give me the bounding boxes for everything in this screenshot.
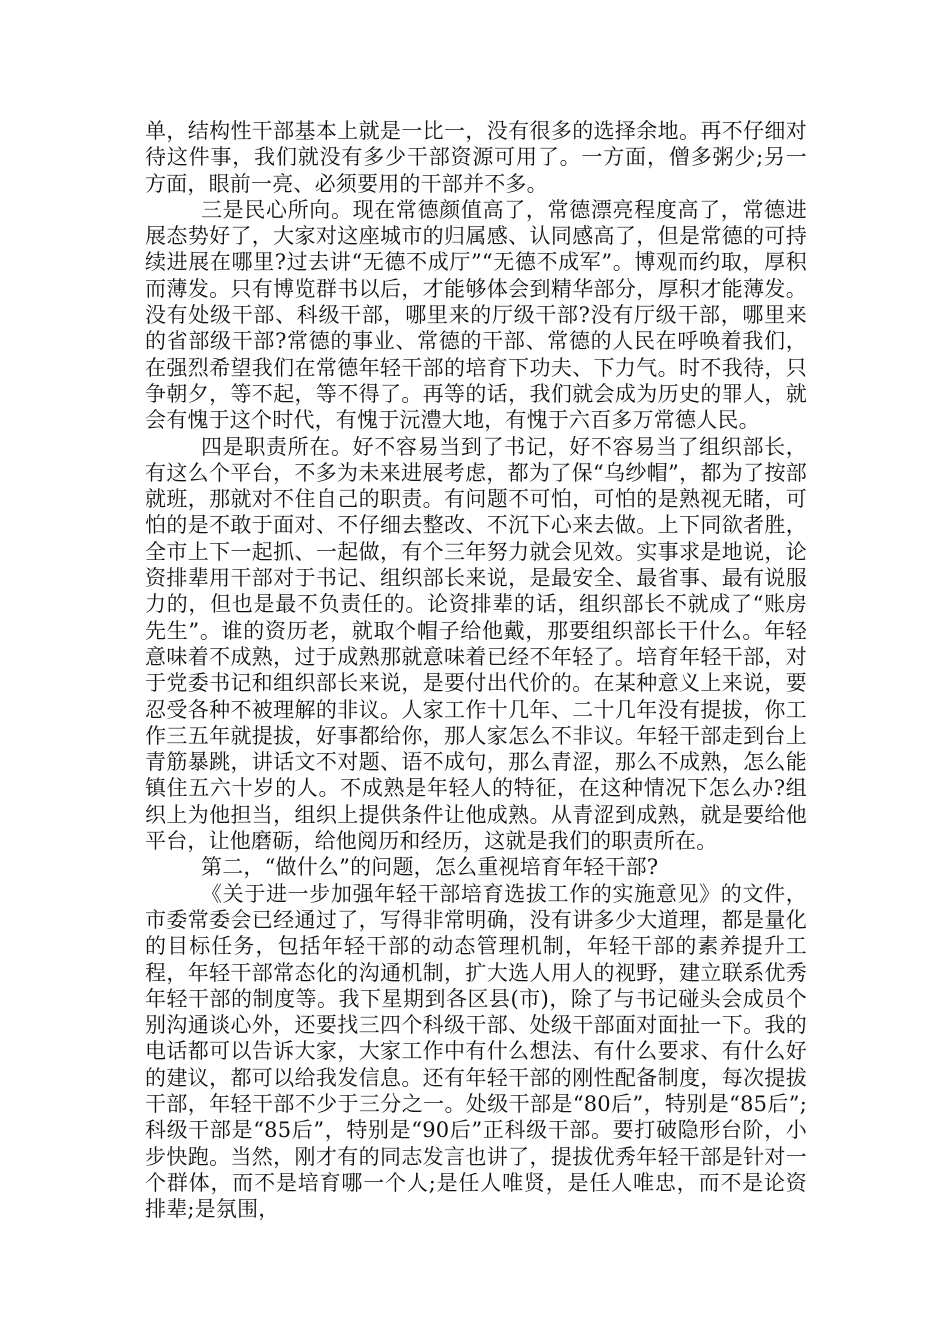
paragraph-point-three: 三是民心所向。现在常德颜值高了，常德漂亮程度高了，常德进展态势好了，大家对这座城市的归属感、认同感高了，但是常德的可持续进展在哪里?过去讲“无德不成厅”“无德不成军”。博观而约取，厚积而薄发。只有博览群书以后，才能够体会到精华部分，厚积才能薄发。没有处级干部、科级干部，哪里来的厅级干部?没有厅级干部，哪里来的省部级干部?常德的事业、常德的干部、常德的人民在呼唤着我们，在强烈希望我们在常德年轻干部的培育下功夫、下力气。时不我待，只争朝夕，等不起，等不得了。再等的话，我们就会成为历史的罪人，就会有愧于这个时代，有愧于沅澧大地，有愧于六百多万常德人民。 (145, 197, 807, 433)
paragraph-implementation: 《关于进一步加强年轻干部培育选拔工作的实施意见》的文件，市委常委会已经通过了，写得非常明确，没有讲多少大道理，都是量化的目标任务，包括年轻干部的动态管理机制，年轻干部的素养提升工程，年轻干部常态化的沟通机制，扩大选人用人的视野，建立联系优秀年轻干部的制度等。我下星期到各区县(市)，除了与书记碰头会成员个别沟通谈心外，还要找三四个科级干部、处级干部面对面扯一下。我的电话都可以告诉大家，大家工作中有什么想法、有什么要求、有什么好的建议，都可以给我发信息。还有年轻干部的刚性配备制度，每次提拔干部，年轻干部不少于三分之一。处级干部是“80后”，特别是“85后”;科级干部是“85后”，特别是“90后”正科级干部。要打破隐形台阶，小步快跑。当然，刚才有的同志发言也讲了，提拔优秀年轻干部是针对一个群体，而不是培育哪一个人;是任人唯贤，是任人唯忠，而不是论资排辈;是氛围， (145, 881, 807, 1222)
paragraph-point-four: 四是职责所在。好不容易当到了书记，好不容易当了组织部长，有这么个平台，不多为未来进展考虑，都为了保“乌纱帽”，都为了按部就班，那就对不住自己的职责。有问题不可怕，可怕的是熟视无睹，可怕的是不敢于面对、不仔细去整改、不沉下心来去做。上下同欲者胜，全市上下一起抓、一起做，有个三年努力就会见效。实事求是地说，论资排辈用干部对于书记、组织部长来说，是最安全、最省事、最有说服力的，但也是最不负责任的。论资排辈的话，组织部长不就成了“账房先生”。谁的资历老，就取个帽子给他戴，那要组织部长干什么。年轻意味着不成熟，过于成熟那就意味着已经不年轻了。培育年轻干部，对于党委书记和组织部长来说，是要付出代价的。在某种意义上来说，要忍受各种不被理解的非议。人家工作十几年、二十几年没有提拔，你工作三五年就提拔，好事都给你，那人家怎么不非议。年轻干部走到台上青筋暴跳，讲话文不对题、语不成句，那么青涩，那么不成熟，怎么能镇住五六十岁的人。不成熟是年轻人的特征，在这种情况下怎么办?组织上为他担当，组织上提供条件让他成熟。从青涩到成熟，就是要给他平台，让他磨砺，给他阅历和经历，这就是我们的职责所在。 (145, 434, 807, 854)
section-heading-second: 第二，“做什么”的问题，怎么重视培育年轻干部? (201, 855, 659, 880)
document-body (145, 118, 807, 1222)
paragraph-continuation: 单，结构性干部基本上就是一比一，没有很多的选择余地。再不仔细对待这件事，我们就没有多少干部资源可用了。一方面，僧多粥少;另一方面，眼前一亮、必须要用的干部并不多。 (145, 119, 807, 196)
